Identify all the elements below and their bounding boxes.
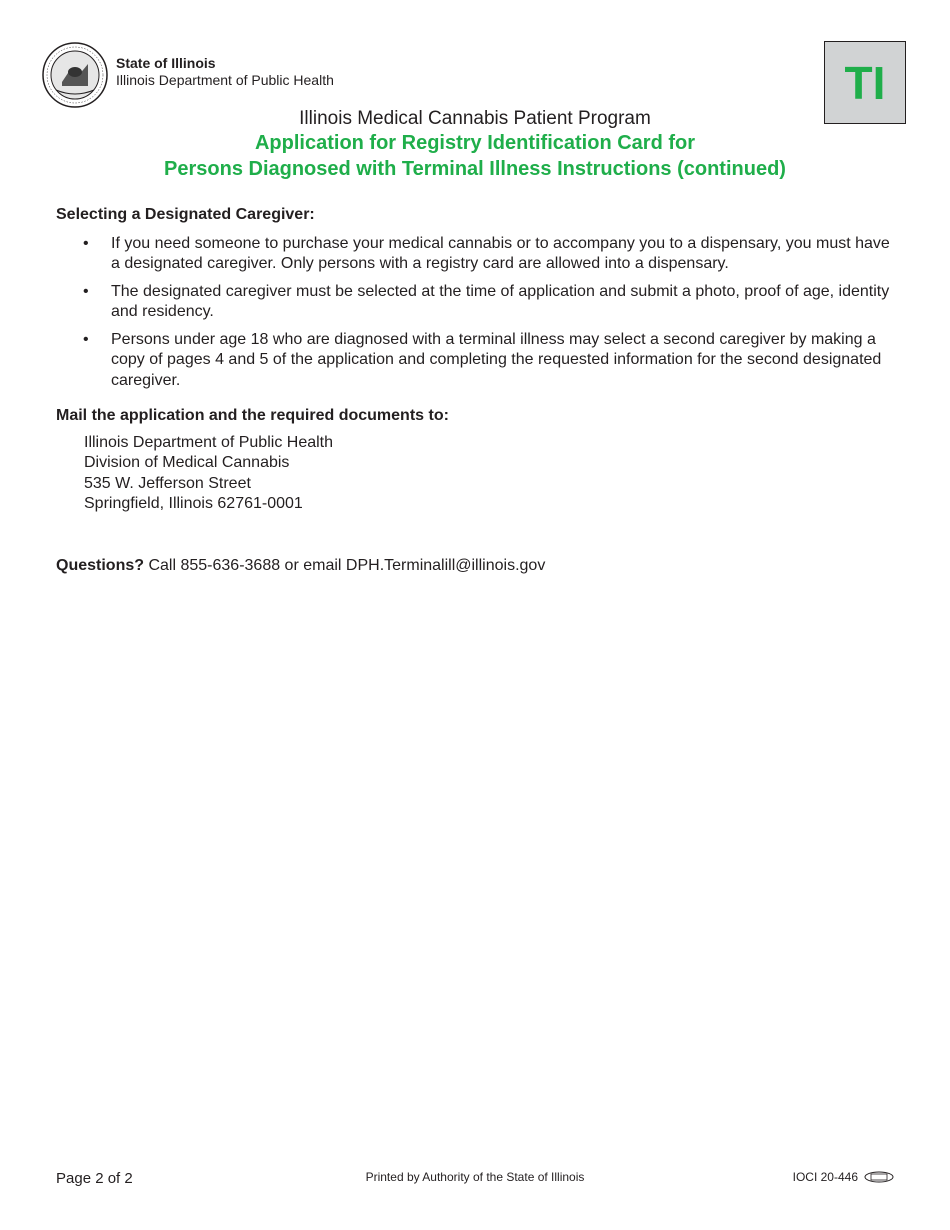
- department-name: Illinois Department of Public Health: [116, 72, 334, 88]
- title-block: [0, 108, 950, 182]
- state-seal-icon: [42, 42, 108, 108]
- form-type-badge: TI: [824, 41, 906, 124]
- bullet-icon: •: [83, 282, 89, 300]
- bullet-icon: •: [83, 234, 89, 252]
- mailing-address: [84, 433, 896, 515]
- list-item: • If you need someone to purchase your medical cannabis or to accompany you to a dispensary, you must have a designated caregiver. Only persons with a registry card are allowed into a dispensary.: [83, 234, 890, 272]
- list-item: • Persons under age 18 who are diagnosed with a terminal illness may select a second caregiver by making a copy of pages 4 and 5 of the application and completing the requested information for the second designated caregiver.: [83, 330, 882, 389]
- address-line: Illinois Department of Public Health: [84, 433, 334, 451]
- printed-by: Printed by Authority of the State of Illinois: [365, 1170, 585, 1184]
- mail-heading: Mail the application and the required documents to:: [56, 407, 449, 424]
- agency-block: [116, 55, 334, 89]
- page-number: Page 2 of 2: [56, 1170, 133, 1187]
- page-title-line-2: Persons Diagnosed with Terminal Illness Instructions (continued): [164, 158, 786, 180]
- questions-contact: Call 855-636-3688 or email DPH.Terminalill@illinois.gov: [144, 557, 546, 574]
- union-bug-icon: [864, 1171, 894, 1183]
- address-line: 535 W. Jefferson Street: [84, 474, 251, 492]
- instructions-body: [56, 205, 896, 515]
- questions-label: Questions?: [56, 557, 145, 574]
- state-name: State of Illinois: [116, 55, 216, 71]
- page-title-line-1: Application for Registry Identification Card for: [254, 132, 696, 154]
- caregiver-list: [56, 234, 896, 392]
- form-code-block: [793, 1170, 894, 1184]
- program-name: Illinois Medical Cannabis Patient Program: [299, 108, 651, 129]
- address-line: Springfield, Illinois 62761-0001: [84, 495, 303, 512]
- list-item: • The designated caregiver must be selected at the time of application and submit a photo, proof of age, identity and residency.: [83, 282, 890, 320]
- address-line: Division of Medical Cannabis: [84, 454, 290, 471]
- bullet-icon: •: [83, 330, 89, 348]
- form-code: IOCI 20-446: [792, 1170, 858, 1184]
- questions-line: [56, 557, 545, 575]
- caregiver-heading: Selecting a Designated Caregiver:: [56, 206, 315, 223]
